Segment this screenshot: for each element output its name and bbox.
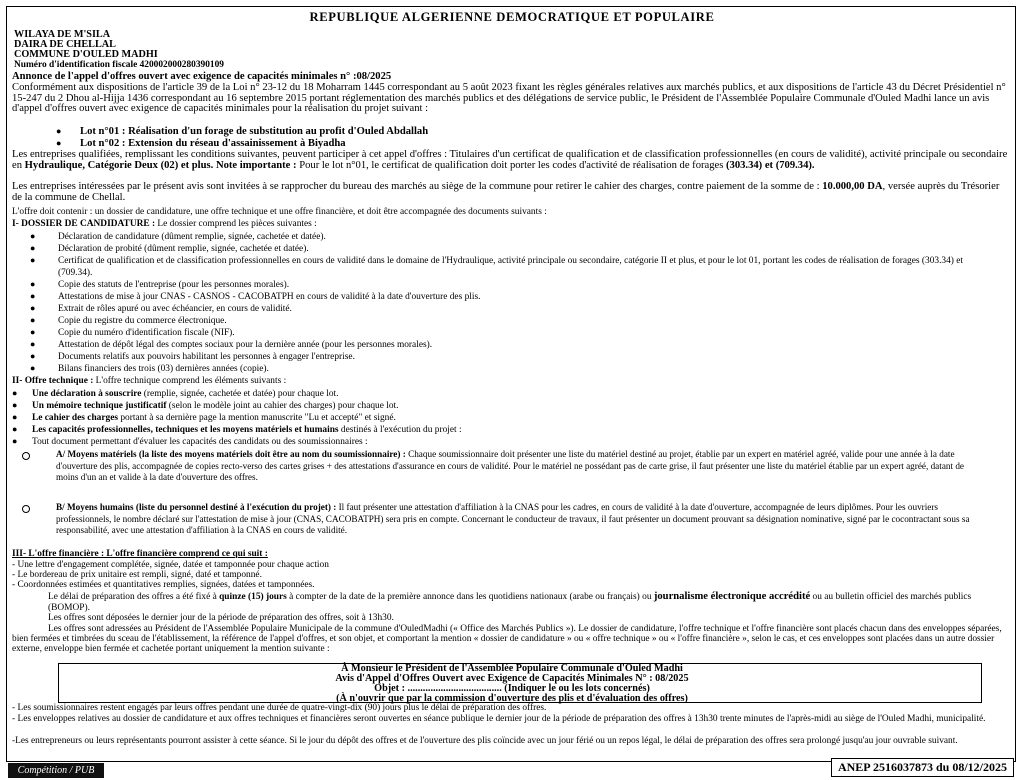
cahier-text: Les entreprises intéressées par le présent avis sont invitées à se rapprocher du bureau des marchés au siège de la commune pour retirer le cahier des charges, contre paiement de la somme de : <box>12 181 820 192</box>
closing-2: - Les enveloppes relatives au dossier de candidature et aux offres techniques et financières seront ouvertes en séance publique le dernier jour de la période de préparation des offres à 13h30 trente minutes de l'après-midi au siège de l'Ouled Madhi, municipalité. <box>12 714 986 724</box>
lot-1: Lot n°01 : Réalisation d'un forage de substitution au profit d'Ouled Abdallah <box>80 126 429 137</box>
envelope-line-1: À Monsieur le Président de l'Assemblée Populaire Communale d'Ouled Madhi <box>341 663 683 674</box>
moyens-humains <box>56 502 988 537</box>
cahier-amount: 10.000,00 DA <box>822 181 883 192</box>
competition-label: Compétition / PUB <box>8 763 104 778</box>
dossier-heading-label: I- DOSSIER DE CANDIDATURE : <box>12 219 156 229</box>
technique-item: Tout document permettant d'évaluer les capacités des candidats ou des soumissionnaires : <box>32 437 368 447</box>
daira: DAIRA DE CHELLAL <box>14 39 116 50</box>
dossier-item: Copie des statuts de l'entreprise (pour les personnes morales). <box>58 280 290 290</box>
dossier-item: Extrait de rôles apuré ou avec échéancier, en cours de validité. <box>58 304 292 314</box>
technique-heading <box>12 376 1010 388</box>
closing-1: - Les soumissionnaires restent engagés par leurs offres pendant une durée de quatre-vingt-dix (90) jours plus le délai de préparation des offres. <box>12 703 547 713</box>
technique-item: Les capacités professionnelles, techniques et les moyens matériels et humains destinés à l'exécution du projet : <box>32 425 462 435</box>
moyens-humains-text: Il faut présenter une attestation d'affiliation à la CNAS pour les cadres, en cours de validité à la date d'ouverture, accompagnée de leurs diplômes. Pour les ouvriers professionnels, le nombre déclaré sur l'attestation de mise à jour (CNAS, CACOBATPH) sera pris en compte. Concernant le conducteur de travaux, il faut présenter un document prouvant sa désignation nominative, signé par le cocontractant sous sa responsabilité, avec une attestation d'affiliation à la CNAS en cours de validité. <box>56 502 970 536</box>
dossier-heading <box>12 219 1010 231</box>
financiere-item: - Coordonnées estimées et quantitatives remplies, signées, datées et tamponnées. <box>12 580 315 590</box>
envelope-line-2: Avis d'Appel d'Offres Ouvert avec Exigence de Capacités Minimales N° : 08/2025 <box>335 673 689 684</box>
envelope-line-4: (À n'ouvrir que par la commission d'ouverture des plis et d'évaluation des offres) <box>336 693 688 704</box>
offre-contains: L'offre doit contenir : un dossier de candidature, une offre technique et une offre financière, et doit être accompagnée des documents suivants : <box>12 207 547 217</box>
cahier-paragraph <box>12 182 1010 203</box>
dossier-item: Déclaration de candidature (dûment remplie, signée, cachetée et datée). <box>58 232 326 242</box>
financiere-item: - Le bordereau de prix unitaire est rempli, signé, daté et tamponné. <box>12 570 262 580</box>
moyens-materiels <box>56 449 988 484</box>
intro-paragraph: Conformément aux dispositions de l'article 39 de la Loi n° 23-12 du 18 Moharram 1445 correspondant au 5 août 2023 fixant les règles générales relatives aux marchés publics, et aux dispositions de l'article 43 du Décret Présidentiel n° 15-247 du 2 Dhou al-Hijja 1436 correspondant au 16 septembre 2015 portant réglementation des marchés publics et des délégations de service public, le Président de l'Assemblée Populaire Communale d'Ouled Madhi lance un avis d'appel d'offres ouvert avec exigence de capacités minimales pour la réalisation du projet suivant : <box>12 82 1006 114</box>
cahier-text-2: , versée auprès du Trésorier de la commune de Chellal. <box>12 181 1000 203</box>
technique-item: Une déclaration à souscrire (remplie, signée, cachetée et datée) pour chaque lot. <box>32 389 339 399</box>
dossier-heading-rest: Le dossier comprend les pièces suivantes : <box>157 219 317 229</box>
dossier-item: Déclaration de probité (dûment remplie, signée, cachetée et datée). <box>58 244 309 254</box>
anep-reference: ANEP 2516037873 du 08/12/2025 <box>831 758 1014 777</box>
wilaya: WILAYA DE M'SILA <box>14 29 111 40</box>
qualif-text: Les entreprises qualifiées, remplissant les conditions suivantes, peuvent participer à cet appel d'offres : Titulaires d'un certificat de qualification et de classification professionnelles (en cours de validité), activité principale ou secondaire en <box>12 149 1008 171</box>
note-codes: (303.34) et (709.34). <box>726 159 815 171</box>
dossier-item: Bilans financiers des trois (03) dernières années (copie). <box>58 364 269 374</box>
moyens-materiels-text: Chaque soumissionnaire doit présenter une liste du matériel destiné au projet, établie par un expert en matériel agréé, valide pour une année à la date d'ouverture des plis, accompagnée de copies recto-verso des cartes grises + des attestations d'assurance en cours de validité. Pour le matériel ne possédant pas de carte grise, il faut présenter une liste du matériel établie par un expert agréé, datant de moins d'un an et valide à la date d'ouverture des offres. <box>56 449 965 483</box>
qualif-category: Hydraulique, Catégorie Deux (02) et plus. <box>24 159 214 171</box>
dossier-item: Copie du numéro d'identification fiscale (NIF). <box>58 328 235 338</box>
financiere-item: - Une lettre d'engagement complétée, signée, datée et tamponnée pour chaque action <box>12 560 329 570</box>
dossier-item: Copie du registre du commerce électronique. <box>58 316 227 326</box>
authority-header <box>14 30 224 70</box>
closing-3: -Les entrepreneurs ou leurs représentants pourront assister à cette séance. Si le jour du dépôt des offres et de l'ouverture des plis coïncide avec un jour férié ou un repos légal, le délai de préparation des offres sera prolongé jusqu'au jour ouvrable suivant. <box>12 736 958 746</box>
commune: COMMUNE D'OULED MADHI <box>14 49 158 60</box>
moyens-materiels-label: A/ Moyens matériels (la liste des moyens matériels doit être au nom du soumissionnaire) : <box>56 449 406 459</box>
delai-paragraph: Le délai de préparation des offres a été fixé à quinze (15) jours à compter de la date de la première annonce dans les quotidiens nationaux (arabe ou français) ou journalisme électronique accrédité ou au bulletin officiel des marchés publics (BOMOP). <box>48 591 972 614</box>
dossier-item: Certificat de qualification et de classification professionnelles en cours de validité dans le domaine de l'Hydraulique, activité principale ou secondaire, catégorie II et plus, et pour le lot 01, portant les codes de réalisation de forages (303.34) et (709.34). <box>58 256 964 278</box>
announce-title: Annonce de l'appel d'offres ouvert avec exigence de capacités minimales n° :08/2025 <box>12 71 392 82</box>
financiere-heading: III- L'offre financière : L'offre financière comprend ce qui suit : <box>12 549 268 559</box>
technique-heading-rest: L'offre technique comprend les éléments suivants : <box>95 376 287 386</box>
dossier-item: Attestations de mise à jour CNAS - CASNOS - CACOBATPH en cours de validité à la date d'ouverture des plis. <box>58 292 481 302</box>
republic-title: REPUBLIQUE ALGERIENNE DEMOCRATIQUE ET POPULAIRE <box>309 10 715 24</box>
dossier-item: Documents relatifs aux pouvoirs habilitant les personnes à engager l'entreprise. <box>58 352 355 362</box>
depot-line: Les offres sont déposées le dernier jour de la période de préparation des offres, soit à 13h30. <box>48 613 394 623</box>
technique-item: Le cahier des charges portant à sa dernière page la mention manuscrite "Lu et accepté" et signé. <box>32 413 396 423</box>
nif: Numéro d'identification fiscale 420002000280390109 <box>14 60 224 70</box>
envelope-line-3: Objet : ..................................... (Indiquer le ou les lots concernés) <box>374 683 650 694</box>
note-label: Note importante : <box>215 159 297 171</box>
adresse-paragraph: Les offres sont adressées au Président de l'Assemblée Populaire Municipale de la commune d'OuledMadhi (« Office des Marchés Publics »). Le dossier de candidature, l'offre technique et l'offre financière sont placés chacun dans des enveloppes séparées, bien fermées et timbrées du sceau de l'établissement, la référence de l'appel d'offres, et son objet, et comportant la mention « dossier de candidature » ou « offre technique » ou « l'offre financière », selon le cas, et ces enveloppes sont placées dans un autre dossier externe, enveloppe bien fermée et cachetée portant uniquement la mention suivante : <box>12 624 1002 655</box>
dossier-item: Attestation de dépôt légal des comptes sociaux pour la dernière année (pour les personnes morales). <box>58 340 433 350</box>
technique-heading-label: II- Offre technique : <box>12 376 94 386</box>
lot-2: Lot n°02 : Extension du réseau d'assainissement à Biyadha <box>80 138 346 149</box>
note-text: Pour le lot n°01, le certificat de qualification doit porter les codes d'activité de réalisation de forages <box>299 159 724 171</box>
moyens-humains-label: B/ Moyens humains (liste du personnel destiné à l'exécution du projet) : <box>56 502 337 512</box>
technique-item: Un mémoire technique justificatif (selon le modèle joint au cahier des charges) pour chaque lot. <box>32 401 399 411</box>
qualification-paragraph <box>12 150 1010 171</box>
